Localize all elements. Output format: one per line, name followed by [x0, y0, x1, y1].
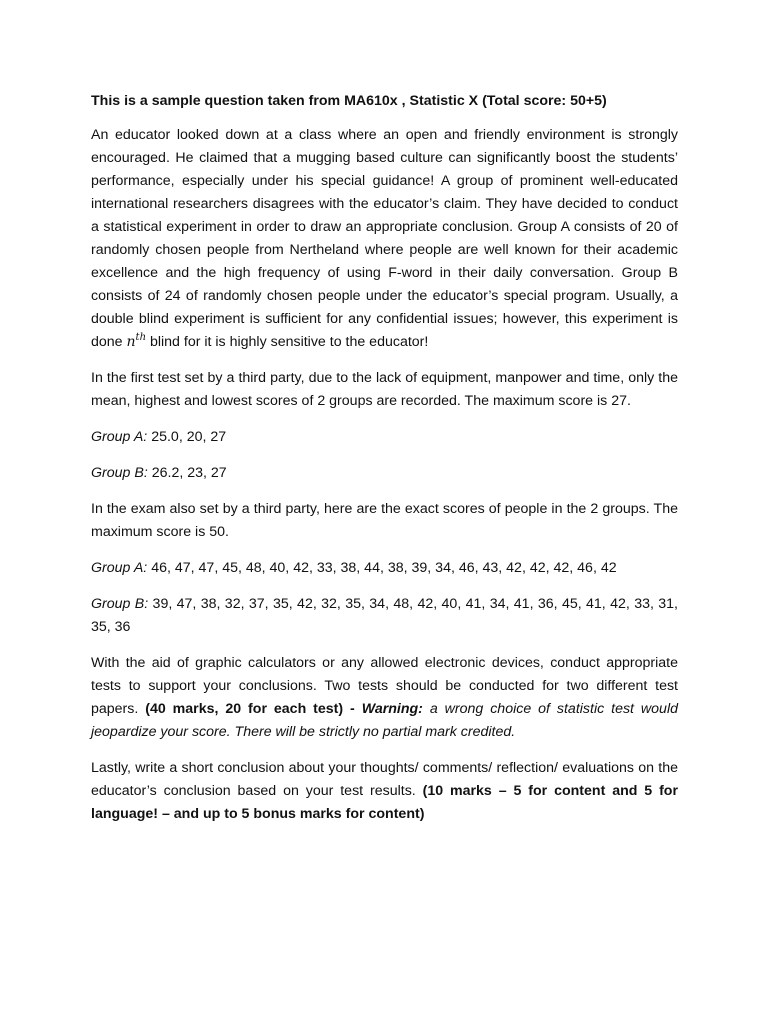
group-b-values: 26.2, 23, 27 — [147, 465, 227, 481]
warning-text: a wrong choice of statistic test would jeopardize your score. There will be strictly no partial mark credited. — [91, 701, 678, 740]
instructions-marks: (40 marks, 20 for each test) - — [145, 701, 362, 717]
group-b-scores: 39, 47, 38, 32, 37, 35, 42, 32, 35, 34, 48, 42, 40, 41, 34, 41, 36, 45, 41, 42, 33, 31, 35, 36 — [91, 596, 678, 635]
conclusion-text: Lastly, write a short conclusion about your thoughts/ comments/ reflection/ evaluations on the educator’s conclusion based on your test results. — [91, 760, 678, 799]
instructions-text: With the aid of graphic calculators or any allowed electronic devices, conduct appropriate tests to support your conclusions. Two tests should be conducted for two different test papers. — [91, 655, 678, 717]
instructions-paragraph — [91, 652, 678, 744]
group-a-values: 25.0, 20, 27 — [147, 429, 227, 445]
first-test-group-b — [91, 462, 678, 485]
intro-text-end: blind for it is highly sensitive to the educator! — [146, 334, 429, 350]
first-test-paragraph: In the first test set by a third party, due to the lack of equipment, manpower and time, only the mean, highest and lowest scores of 2 groups are recorded. The maximum score is 27. — [91, 370, 678, 409]
page-title: This is a sample question taken from MA610x , Statistic X (Total score: 50+5) — [91, 93, 607, 109]
group-a-label: Group A: — [91, 560, 148, 576]
exam-paragraph: In the exam also set by a third party, here are the exact scores of people in the 2 groups. The maximum score is 50. — [91, 501, 678, 540]
conclusion-paragraph — [91, 757, 678, 826]
intro-text: An educator looked down at a class where an open and friendly environment is strongly encouraged. He claimed that a mugging based culture can significantly boost the students’ performance, especially under his special guidance! A group of prominent well-educated international researchers disagrees with the educator’s claim. They have decided to conduct a statistical experiment in order to draw an appropriate conclusion. Group A consists of 20 of randomly chosen people from Nertheland where people are well known for their academic excellence and the high frequency of using F-word in their daily conversation. Group B consists of 24 of randomly chosen people under the educator’s special program. Usually, a double blind experiment is sufficient for any confidential issues; however, this experiment is done — [91, 127, 678, 350]
intro-paragraph — [91, 124, 678, 354]
exam-group-b — [91, 593, 678, 639]
group-a-label: Group A: — [91, 429, 148, 445]
group-b-label: Group B: — [91, 596, 149, 612]
nth-math-expression: $n^{th}$ — [126, 332, 147, 350]
exam-group-a — [91, 557, 678, 580]
warning-label: Warning: — [361, 701, 423, 717]
first-test-group-a — [91, 426, 678, 449]
group-a-scores: 46, 47, 47, 45, 48, 40, 42, 33, 38, 44, 38, 39, 34, 46, 43, 42, 42, 42, 46, 42 — [147, 560, 617, 576]
document-page — [91, 90, 678, 839]
group-b-label: Group B: — [91, 465, 148, 481]
conclusion-marks: (10 marks – 5 for content and 5 for language! – and up to 5 bonus marks for content) — [91, 783, 678, 822]
